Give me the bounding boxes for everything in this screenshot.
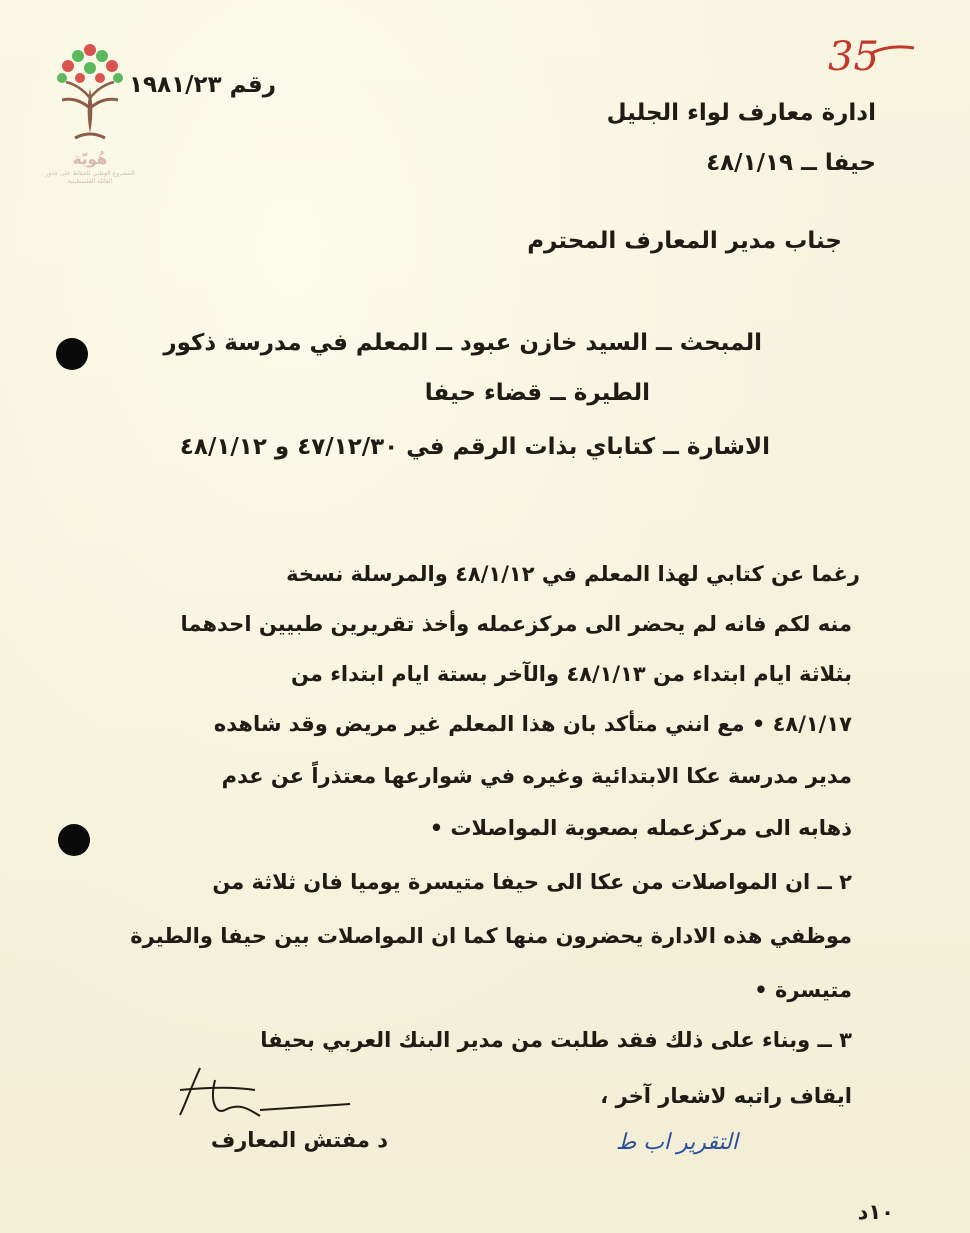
punch-hole [56, 338, 88, 370]
place-date: حيفا ــ ٤٨/١/١٩ [706, 150, 876, 176]
handwritten-note: التقرير اب ط [615, 1130, 738, 1155]
hawiya-logo [45, 38, 135, 188]
signature-title: د مفتش المعارف [210, 1128, 388, 1152]
page-mark: 35 [828, 34, 879, 80]
body-line: ايقاف راتبه لاشعار آخر ، [600, 1084, 852, 1108]
body-line: مدير مدرسة عكا الابتدائية وغيره في شوارعها معتذراً عن عدم [221, 764, 852, 788]
office-name: ادارة معارف لواء الجليل [606, 100, 876, 126]
body-line: ٢ ــ ان المواصلات من عكا الى حيفا متيسرة يوميا فان ثلاثة من [212, 870, 852, 894]
body-line: منه لكم فانه لم يحضر الى مركزعمله وأخذ تقريرين طبيين احدهما [180, 612, 852, 636]
tree-icon [50, 38, 130, 148]
body-line: ٣ ــ وبناء على ذلك فقد طلبت من مدير البنك العربي بحيفا [260, 1028, 852, 1052]
punch-hole [58, 824, 90, 856]
body-line: موظفي هذه الادارة يحضرون منها كما ان المواصلات بين حيفا والطيرة [130, 924, 852, 948]
reference-number: رقم ١٩٨١/٢٣ [129, 72, 276, 98]
addressee: جناب مدير المعارف المحترم [527, 228, 842, 254]
body-line: ٤٨/١/١٧ • مع انني متأكد بان هذا المعلم غير مريض وقد شاهده [213, 712, 852, 736]
subject-line-2: الطيرة ــ قضاء حيفا [424, 380, 650, 406]
signature-mark-icon [160, 1060, 360, 1130]
body-line: رغما عن كتابي لهذا المعلم في ٤٨/١/١٢ والمرسلة نسخة [286, 562, 860, 586]
body-line: بثلاثة ايام ابتداء من ٤٨/١/١٣ والآخر بستة ايام ابتداء من [290, 662, 852, 686]
subject-line-1: المبحث ــ السيد خازن عبود ــ المعلم في مدرسة ذكور [163, 330, 762, 356]
body-line: متيسرة • [754, 978, 852, 1002]
page-mark-stroke-icon [868, 40, 918, 60]
footer-mark: ١٠د [857, 1200, 894, 1224]
reference-line: الاشارة ــ كتاباي بذات الرقم في ٤٧/١٢/٣٠ و ٤٨/١/١٢ [179, 434, 770, 460]
logo-subtitle: المشروع الوطني للحفاظ على جذور العائلة الفلسطينية [45, 170, 135, 185]
body-line: ذهابه الى مركزعمله بصعوبة المواصلات • [429, 816, 852, 840]
logo-name: هُويّة [72, 150, 108, 168]
